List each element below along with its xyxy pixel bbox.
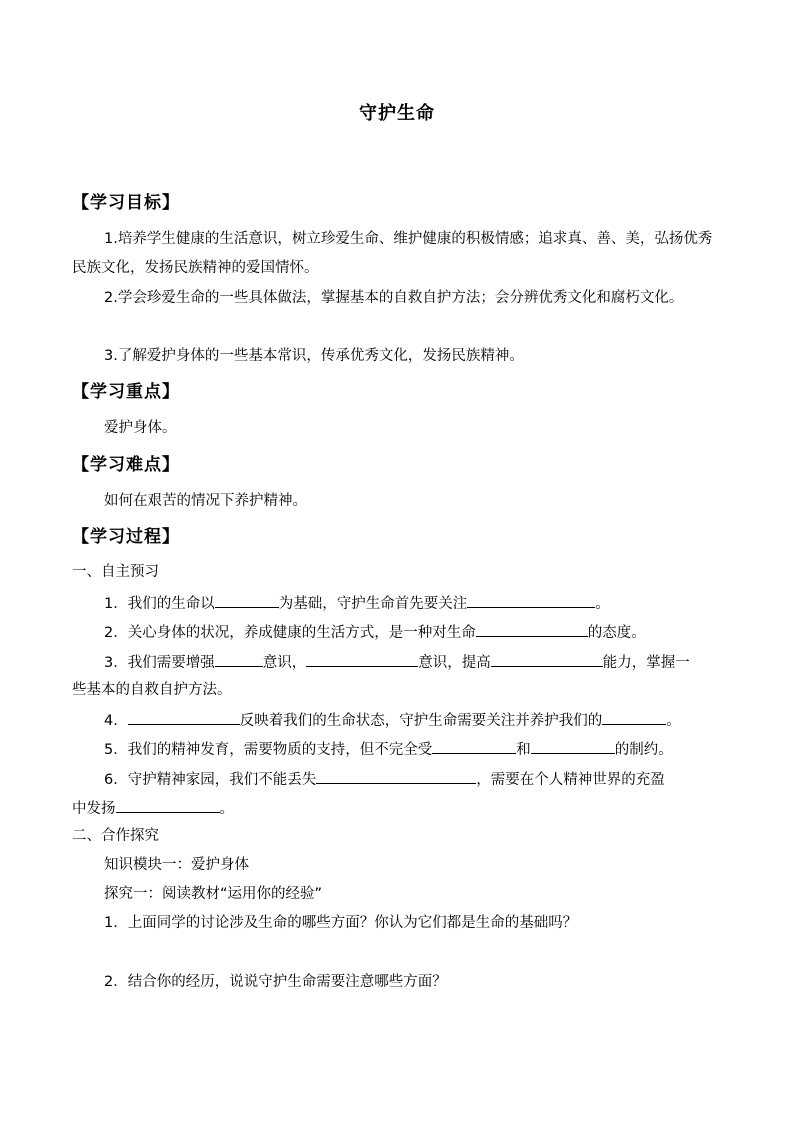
fill-blank[interactable] xyxy=(476,621,588,637)
goal-item-1: 1.培养学生健康的生活意识，树立珍爱生命、维护健康的积极情感；追求真、善、美，弘扬优秀民族文化，发扬民族精神的爱国情怀。 xyxy=(72,231,713,276)
page-title: 守护生命 xyxy=(359,103,435,124)
q1-text-c: 。 xyxy=(595,596,610,612)
q3-text-a: 3．我们需要增强 xyxy=(104,655,215,671)
explore-heading: 二、合作探究 xyxy=(72,828,159,844)
q1-text-b: 为基础，守护生命首先要关注 xyxy=(278,596,468,612)
q3-text-d: 能力，掌握一 xyxy=(602,655,690,671)
goal-item-2: 2.学会珍爱生命的一些具体做法，掌握基本的自救自护方法；会分辨优秀文化和腐朽文化。 xyxy=(104,290,684,306)
q4-text-c: 。 xyxy=(666,713,681,729)
q5-text-c: 的制约。 xyxy=(614,742,673,758)
preview-q5 xyxy=(104,738,673,760)
fill-blank[interactable] xyxy=(116,797,220,813)
fill-blank[interactable] xyxy=(531,738,615,754)
fill-blank[interactable] xyxy=(128,709,240,725)
preview-heading: 一、自主预习 xyxy=(72,564,159,580)
preview-q6 xyxy=(104,768,665,790)
q2-text-b: 的态度。 xyxy=(587,625,646,641)
activity-title: 探究一：阅读教材“运用你的经验” xyxy=(104,886,323,902)
q1-text-a: 1．我们的生命以 xyxy=(104,596,215,612)
focus-text: 爱护身体。 xyxy=(104,420,177,436)
q2-text-a: 2．关心身体的状况，养成健康的生活方式，是一种对生命 xyxy=(104,625,476,641)
q4-text-a: 4． xyxy=(104,713,128,729)
focus-heading: 【学习重点】 xyxy=(72,382,180,402)
module-title: 知识模块一：爱护身体 xyxy=(104,857,249,873)
fill-blank[interactable] xyxy=(215,592,279,608)
fill-blank[interactable] xyxy=(306,651,418,667)
explore-question-1: 1．上面同学的讨论涉及生命的哪些方面？你认为它们都是生命的基础吗？ xyxy=(104,915,578,931)
fill-blank[interactable] xyxy=(491,651,603,667)
q6-text-b: ，需要在个人精神世界的充盈 xyxy=(476,772,665,788)
preview-q4 xyxy=(104,709,681,731)
fill-blank[interactable] xyxy=(215,651,263,667)
preview-q2 xyxy=(104,621,646,643)
explore-question-2: 2．结合你的经历，说说守护生命需要注意哪些方面？ xyxy=(104,974,447,990)
q3-text-c: 意识，提高 xyxy=(418,655,491,671)
process-heading: 【学习过程】 xyxy=(72,527,180,547)
preview-q6-cont xyxy=(72,797,234,819)
q4-text-b: 反映着我们的生命状态，守护生命需要关注并养护我们的 xyxy=(239,713,603,729)
q5-text-b: 和 xyxy=(516,742,531,758)
q6-text-d: 。 xyxy=(219,801,234,817)
goals-heading: 【学习目标】 xyxy=(72,193,180,213)
preview-q3-cont: 些基本的自救自护方法。 xyxy=(72,682,232,698)
goal-item-3: 3.了解爱护身体的一些基本常识，传承优秀文化，发扬民族精神。 xyxy=(104,348,524,364)
q6-text-a: 6．守护精神家园，我们不能丢失 xyxy=(104,772,317,788)
preview-q3 xyxy=(104,651,690,673)
fill-blank[interactable] xyxy=(602,709,666,725)
difficulty-heading: 【学习难点】 xyxy=(72,455,180,475)
fill-blank[interactable] xyxy=(432,738,516,754)
q3-text-b: 意识， xyxy=(262,655,307,671)
q5-text-a: 5．我们的精神发育，需要物质的支持，但不完全受 xyxy=(104,742,433,758)
fill-blank[interactable] xyxy=(316,768,476,784)
difficulty-text: 如何在艰苦的情况下养护精神。 xyxy=(104,493,307,509)
preview-q1 xyxy=(104,592,610,614)
fill-blank[interactable] xyxy=(467,592,595,608)
q6-text-c: 中发扬 xyxy=(72,801,116,817)
